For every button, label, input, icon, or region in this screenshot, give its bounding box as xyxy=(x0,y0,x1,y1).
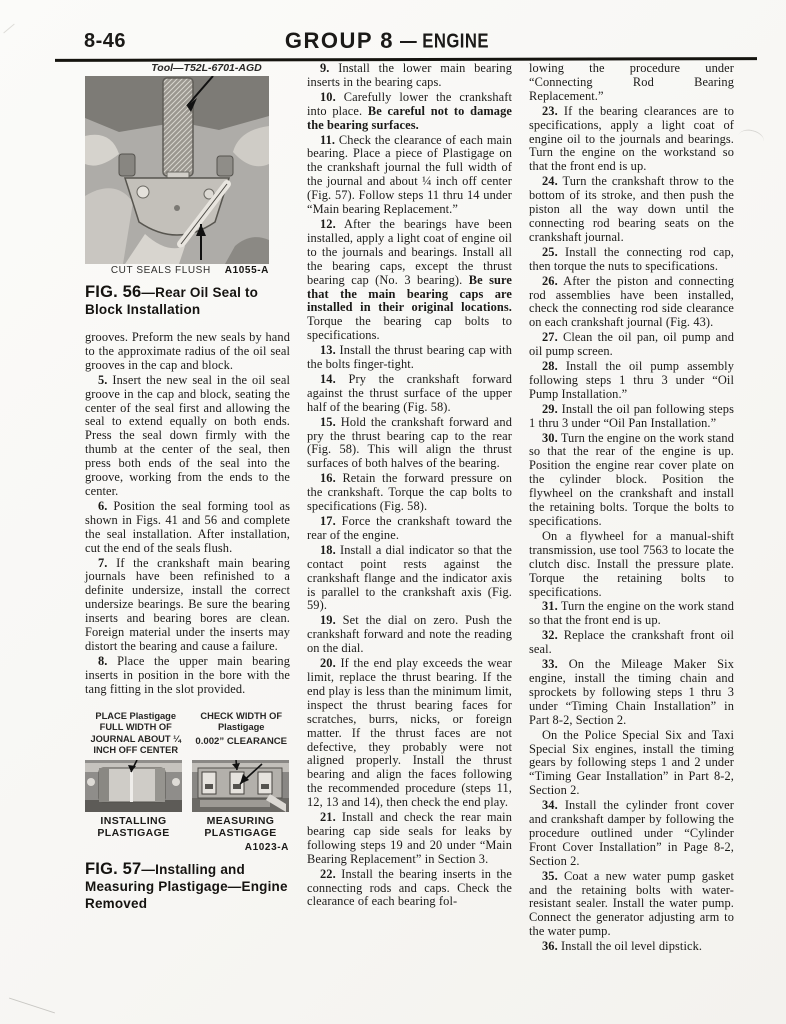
scan-artifact-curl xyxy=(736,127,765,150)
figure-57-note-install: PLACE Plastigage FULL WIDTH OF JOURNAL ABOUT ¼ INCH OFF CENTER xyxy=(90,710,181,756)
left-column-text xyxy=(85,331,290,697)
figure-57-number: FIG. 57 xyxy=(85,859,142,878)
paragraph: 35. Coat a new water pump gasket and the retaining bolts with water-resistant sealer. Install the water pump. Connect the generator adjusting arm to the water pump. xyxy=(529,868,734,939)
paragraph: 24. Turn the crankshaft throw to the bottom of its stroke, and then push the piston all the way down until the connecting rod bearing seats on the crankshaft journal. xyxy=(529,174,734,244)
measuring-plastigage-label: MEASURING PLASTIGAGE xyxy=(204,814,277,840)
paragraph: 36. Install the oil level dipstick. xyxy=(542,939,703,954)
figure-57-caption xyxy=(85,861,290,912)
paragraph: 16. Retain the forward pressure on the crankshaft. Torque the cap bolts to specifications (Fig. 58). xyxy=(307,471,512,514)
paragraph: 31. Turn the engine on the work stand so that the front end is up. xyxy=(529,599,734,628)
paragraph: 22. Install the bearing inserts in the connecting rods and caps. Check the clearance of each bearing fol- xyxy=(307,866,512,909)
content-columns xyxy=(85,62,735,955)
paragraph: 12. After the bearings have been installed, apply a light coat of engine oil to the journals and bearings. Install all the bearing caps, except the thrust bearing cap (No. 3 bearing). Be sure that the main bearing caps are installed in their original locations. Torque the bearing cap bolts to specifications. xyxy=(307,216,512,343)
measuring-plastigage-photo xyxy=(192,760,289,812)
figure-56-tool-label: Tool—T52L-6701-AGD xyxy=(151,62,262,74)
page-header xyxy=(0,24,786,62)
paragraph: 21. Install and check the rear main bearing cap side seals for leaks by following steps 19 and 20 under “Main Bearing Replacement” in Section 3. xyxy=(307,810,512,866)
photo-code: A1055-A xyxy=(224,265,269,276)
paragraph: 17. Force the crankshaft toward the rear of the engine. xyxy=(307,514,512,542)
paragraph: 14. Pry the crankshaft forward against the thrust surface of the upper half of the bearing (Fig. 58). xyxy=(307,371,512,414)
paragraph: 32. Replace the crankshaft front oil seal. xyxy=(529,628,734,657)
figure-57-notes xyxy=(85,711,290,757)
figure-57-photo-labels xyxy=(85,815,290,840)
paragraph: On a flywheel for a manual-shift transmission, use tool 7563 to locate the clutch disc. Install the pressure plate. Torque the retaining bolts to specifications. xyxy=(529,528,734,599)
paragraph: 26. After the piston and connecting rod assemblies have been installed, check the connecting rod side clearance on each crankshaft journal (Fig. 43). xyxy=(529,273,734,330)
paragraph: 8. Place the upper main bearing inserts in position in the bore with the tang fitting in the slot provided. xyxy=(85,653,290,696)
group-subtitle: — ENGINE xyxy=(400,30,489,53)
paragraph: 30. Turn the engine on the work stand so that the rear of the engine is up. Position the engine rear cover plate on the cylinder block. Position the flywheel on the crankshaft and install the retaining bolts. Torque the bolts to specifications. xyxy=(529,430,734,528)
installing-plastigage-label: INSTALLING PLASTIGAGE xyxy=(97,814,170,840)
figure-56-caption xyxy=(85,284,290,318)
paragraph: 23. If the bearing clearances are to specifications, apply a light coat of engine oil to the journals and bearings. Turn the engine on the workstand so that the front end is up. xyxy=(529,103,734,174)
figure-57-caption-text: —Installing and Measuring Plastigage—Engine Removed xyxy=(85,861,288,911)
paragraph: 28. Install the oil pump assembly following steps 1 thru 3 under “Oil Pump Installation.” xyxy=(529,359,734,401)
figure-57-photos xyxy=(85,760,290,812)
figure-57-note-measure xyxy=(192,711,290,757)
paragraph: 7. If the crankshaft main bearing journals have been refinished to a definite undersize, install the correct undersize bearings. Be sure the bearing inserts and bearing bores are clean. Foreign material under the inserts may distort the bearing and cause a failure. xyxy=(85,555,290,653)
clearance-note: 0.002” CLEARANCE xyxy=(195,735,288,747)
paragraph: 15. Hold the crankshaft forward and pry the thrust bearing cap to the rear (Fig. 58). This will align the thrust surfaces of both halves of the bearing. xyxy=(307,414,512,471)
figure-56-photo-labels xyxy=(85,265,269,276)
figure-57 xyxy=(85,711,290,912)
paragraph: grooves. Preform the new seals by hand to the approximate radius of the oil seal grooves in the cap and block. xyxy=(85,330,290,372)
paragraph: 33. On the Mileage Maker Six engine, install the timing chain and sprockets by following steps 1 thru 3 under “Timing Chain Installation” in Part 8-2, Section 2. xyxy=(529,657,734,727)
paragraph: 18. Install a dial indicator so that the contact point rests against the crankshaft flange and the indicator axis is parallel to the crankshaft axis (Fig. 59). xyxy=(307,542,512,613)
installing-plastigage-photo xyxy=(85,760,182,812)
page-title xyxy=(0,28,786,54)
figure-56-photo xyxy=(85,76,269,264)
paragraph: 10. Carefully lower the crankshaft into place. Be careful not to damage the bearing surfaces. xyxy=(307,89,512,132)
figure-56-number: FIG. 56 xyxy=(85,283,142,301)
paragraph: 27. Clean the oil pan, oil pump and oil pump screen. xyxy=(529,330,734,359)
paragraph: 9. Install the lower main bearing inserts in the bearing caps. xyxy=(307,61,512,89)
paragraph: lowing the procedure under “Connecting Rod Bearing Replacement.” xyxy=(529,61,734,103)
middle-column xyxy=(307,62,512,955)
right-column-text xyxy=(529,62,734,954)
paragraph: 19. Set the dial on zero. Push the crankshaft forward and note the reading on the dial. xyxy=(307,613,512,656)
paragraph: 34. Install the cylinder front cover and crankshaft damper by following the procedure outlined under “Cylinder Front Cover Installation” in Page 8-2, Section 2. xyxy=(529,798,734,868)
scan-artifact-line xyxy=(9,998,55,1014)
group-title: GROUP 8 xyxy=(284,28,394,53)
figure-56-caption-text: —Rear Oil Seal to Block Installation xyxy=(85,285,259,317)
paragraph: 25. Install the connecting rod cap, then torque the nuts to specifications. xyxy=(529,244,734,273)
middle-column-text xyxy=(307,62,512,909)
page-number: 8-46 xyxy=(84,30,127,52)
paragraph: 13. Install the thrust bearing cap with the bolts finger-tight. xyxy=(307,343,512,372)
paragraph: 11. Check the clearance of each main bearing. Place a piece of Plastigage on the crankshaft journal the full width of the journal and about ¼ inch off center (Fig. 57). Follow steps 11 thru 14 under “Main bearing Replacement.” xyxy=(307,132,512,217)
paragraph: 29. Install the oil pan following steps 1 thru 3 under “Oil Pan Installation.” xyxy=(529,401,734,430)
figure-56 xyxy=(85,62,290,318)
left-column xyxy=(85,62,290,955)
paragraph: 6. Position the seal forming tool as shown in Figs. 41 and 56 and complete the seal installation. After installation, cut the end of the seals flush. xyxy=(85,498,290,555)
photo-annotation: CUT SEALS FLUSH xyxy=(110,265,211,276)
paragraph: On the Police Special Six and Taxi Special Six engines, install the timing gears by following steps 1 and 2 under “Timing Gear Installation” in Part 8-2, Section 2. xyxy=(529,727,734,798)
right-column xyxy=(529,62,734,955)
paragraph: 20. If the end play exceeds the wear limit, replace the thrust bearing. If the end play is less than the minimum limit, inspect the thrust bearing faces for scratches, burrs, nicks, or foreign matter. If the thrust faces are not defective, they probably were not aligned properly. Install the thrust bearing and align the faces following the recommended procedure (steps 11, 12, 13 and 14), then check the end play. xyxy=(307,656,512,810)
figure-57-photo-code: A1023-A xyxy=(244,841,289,853)
paragraph: 5. Insert the new seal in the oil seal groove in the cap and block, seating the center of the seal first and allowing the seal to extend equally on both ends. Press the seal down firmly with the thumb at the center of the seal, then press both ends of the seal into the groove, working from the ends to the center. xyxy=(85,372,290,498)
check-width-note: CHECK WIDTH OF Plastigage xyxy=(200,710,283,733)
